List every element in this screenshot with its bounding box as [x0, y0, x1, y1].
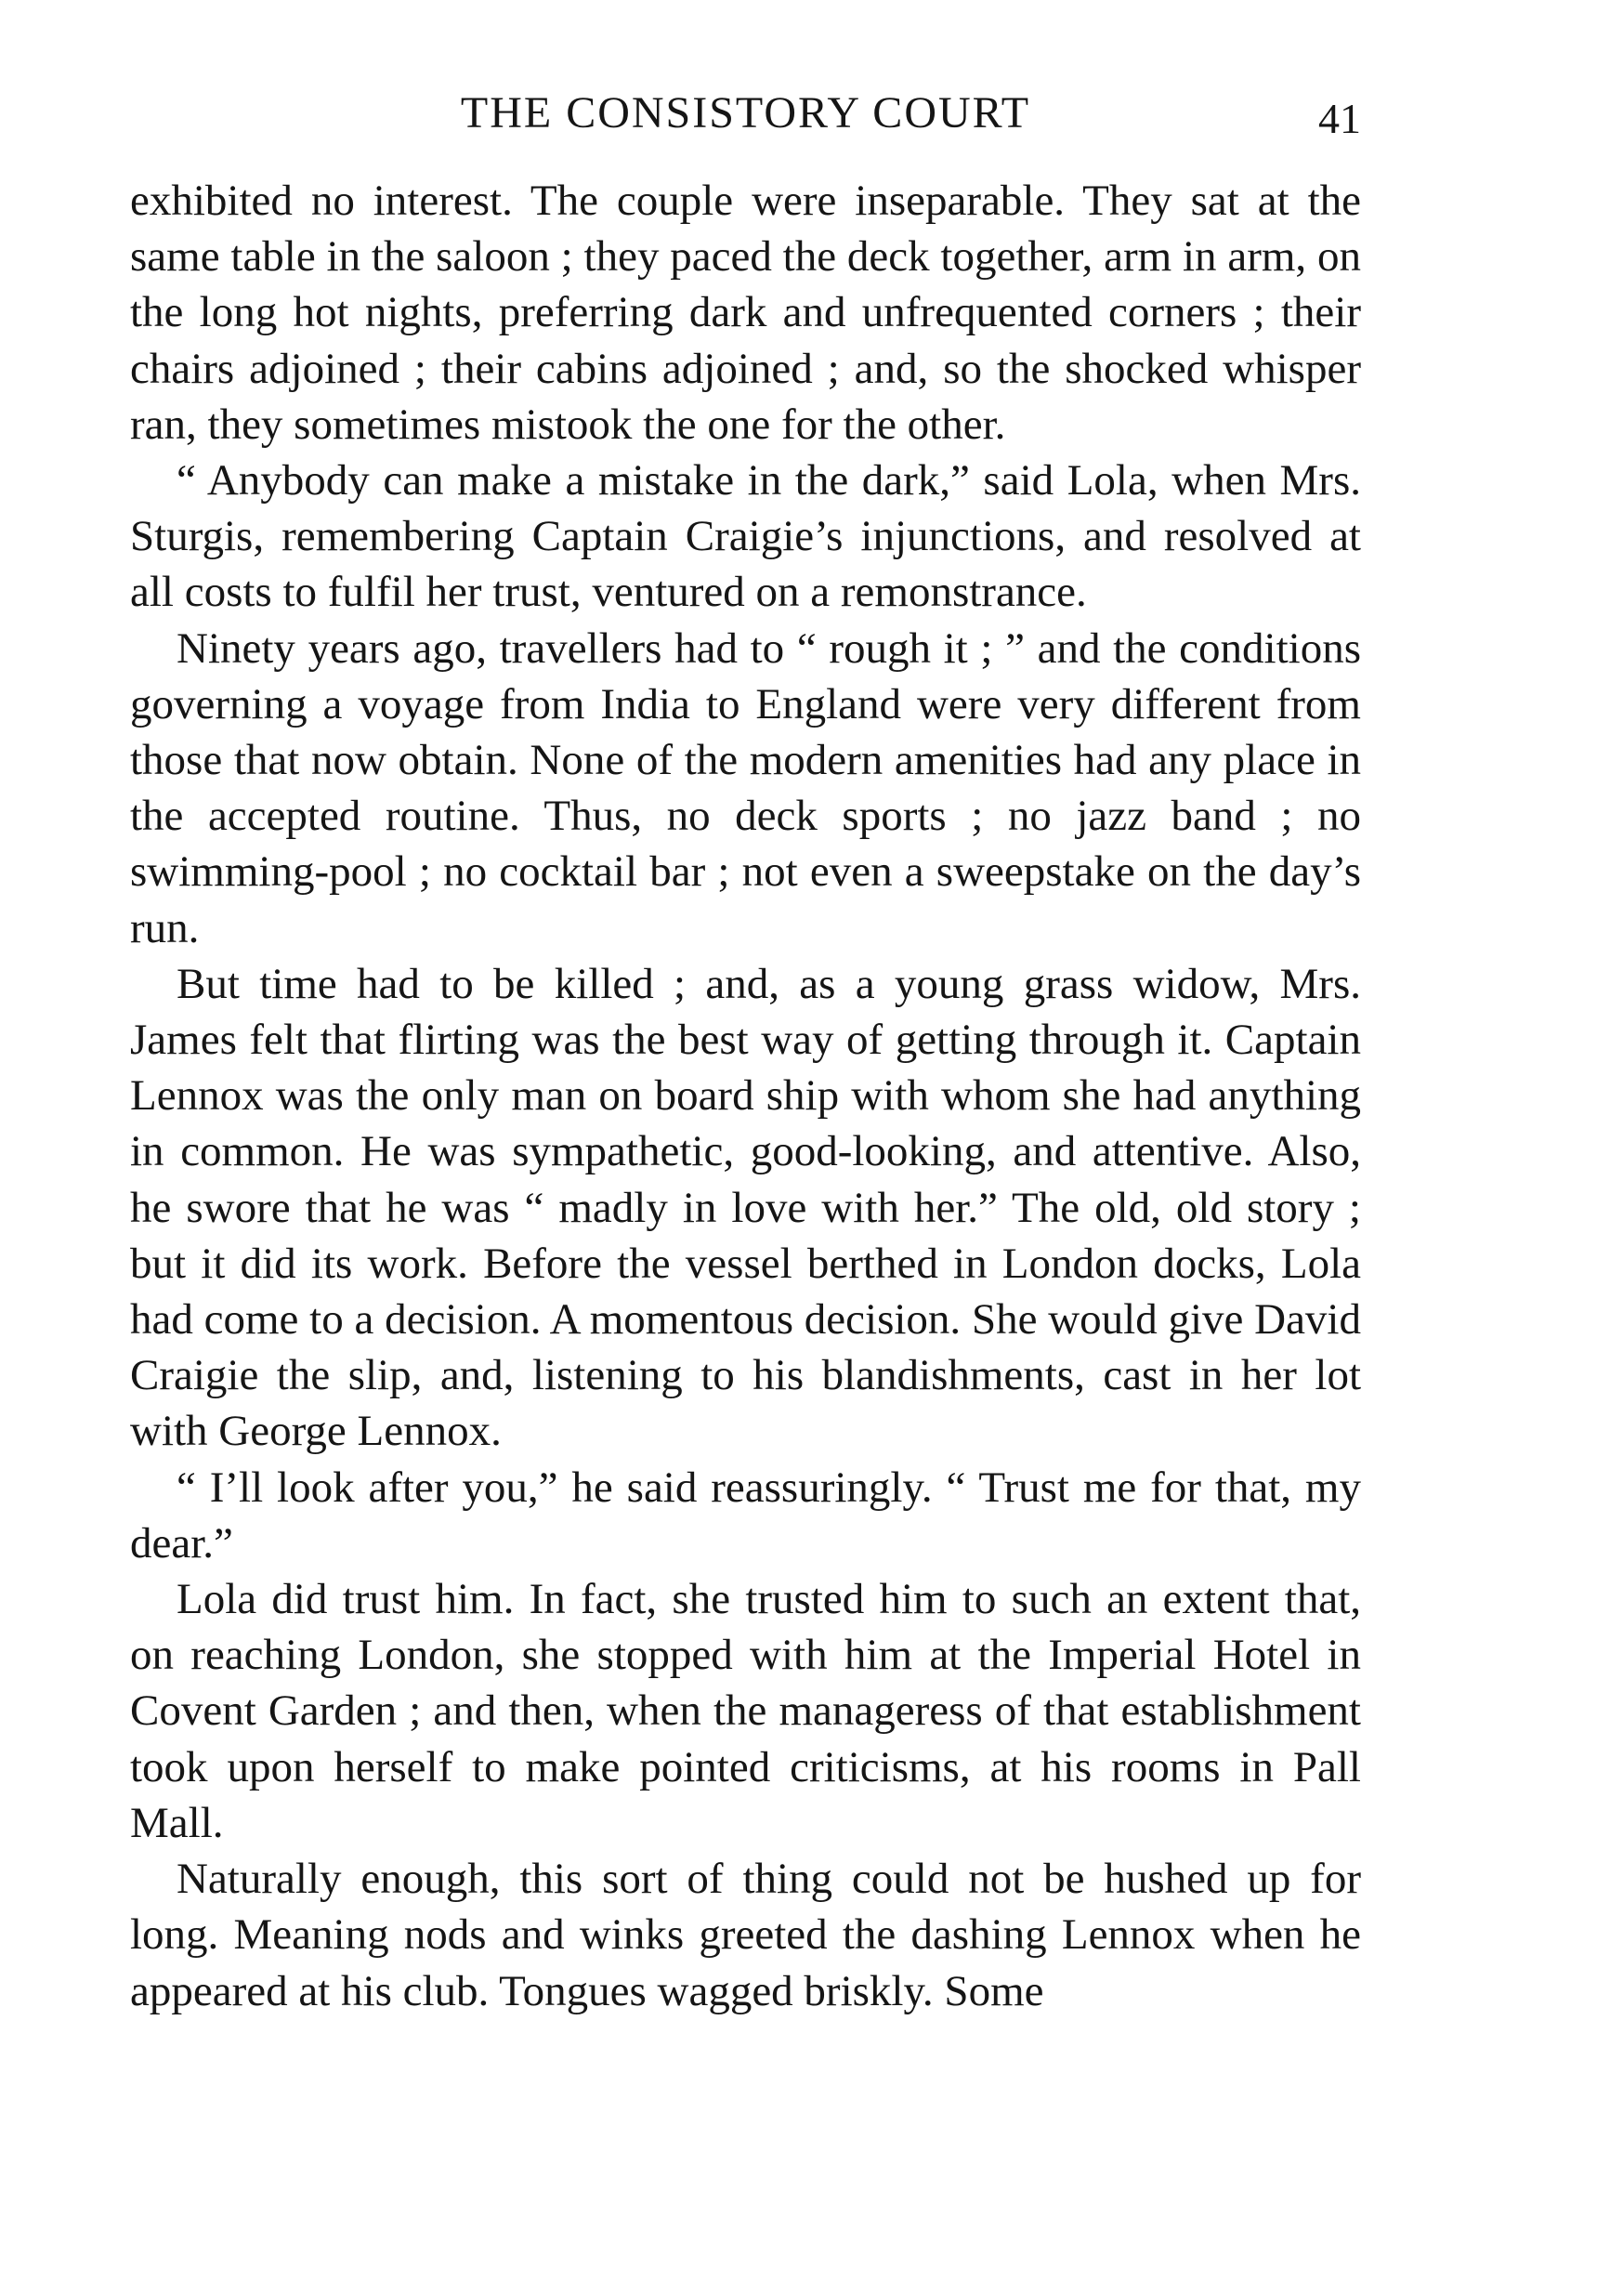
- paragraph-continued: exhibited no interest. The couple were inseparable. They sat at the same table in the saloon ; they paced the deck together, arm in arm, on the long hot nights, preferring dark and unfrequented corners ; their chairs adjoined ; their cabins adjoined ; and, so the shocked whisper ran, they sometimes mistook the one for the other.: [130, 177, 1361, 449]
- paragraph: “ Anybody can make a mistake in the dark,” said Lola, when Mrs. Sturgis, remembering Captain Craigie’s injunctions, and resolved at all costs to fulfil her trust, ventured on a remonstrance.: [130, 456, 1361, 617]
- paragraph: Naturally enough, this sort of thing could not be hushed up for long. Meaning nods and winks greeted the dashing Lennox when he appeared at his club. Tongues wagged briskly. Some: [130, 1855, 1361, 2015]
- paragraph: “ I’ll look after you,” he said reassuringly. “ Trust me for that, my dear.”: [130, 1463, 1361, 1568]
- paragraph: Ninety years ago, travellers had to “ rough it ; ” and the conditions governing a voyage from India to England were very different from those that now obtain. None of the modern amenities had any place in the accepted routine. Thus, no deck sports ; no jazz band ; no swimming-pool ; no cocktail bar ; not even a sweepstake on the day’s run.: [130, 623, 1361, 952]
- page-number: 41: [1318, 95, 1361, 142]
- running-head: THE CONSISTORY COURT: [460, 88, 1031, 138]
- paragraph: But time had to be killed ; and, as a young grass widow, Mrs. James felt that flirting was the best way of getting through it. Captain Lennox was the only man on board ship with whom she had anything in common. He was sympathetic, good-looking, and attentive. Also, he swore that he was “ madly in love with her.” The old, old story ; but it did its work. Before the vessel berthed in London docks, Lola had come to a decision. A momentous decision. She would give David Craigie the slip, and, listening to his blandishments, cast in her lot with George Lennox.: [130, 959, 1361, 1456]
- paragraph: Lola did trust him. In fact, she trusted him to such an extent that, on reaching London, she stopped with him at the Imperial Hotel in Covent Garden ; and then, when the manageress of that establishment took upon herself to make pointed criticisms, at his rooms in Pall Mall.: [130, 1575, 1361, 1847]
- page-header: [130, 85, 1361, 151]
- body-text: [130, 173, 1361, 2019]
